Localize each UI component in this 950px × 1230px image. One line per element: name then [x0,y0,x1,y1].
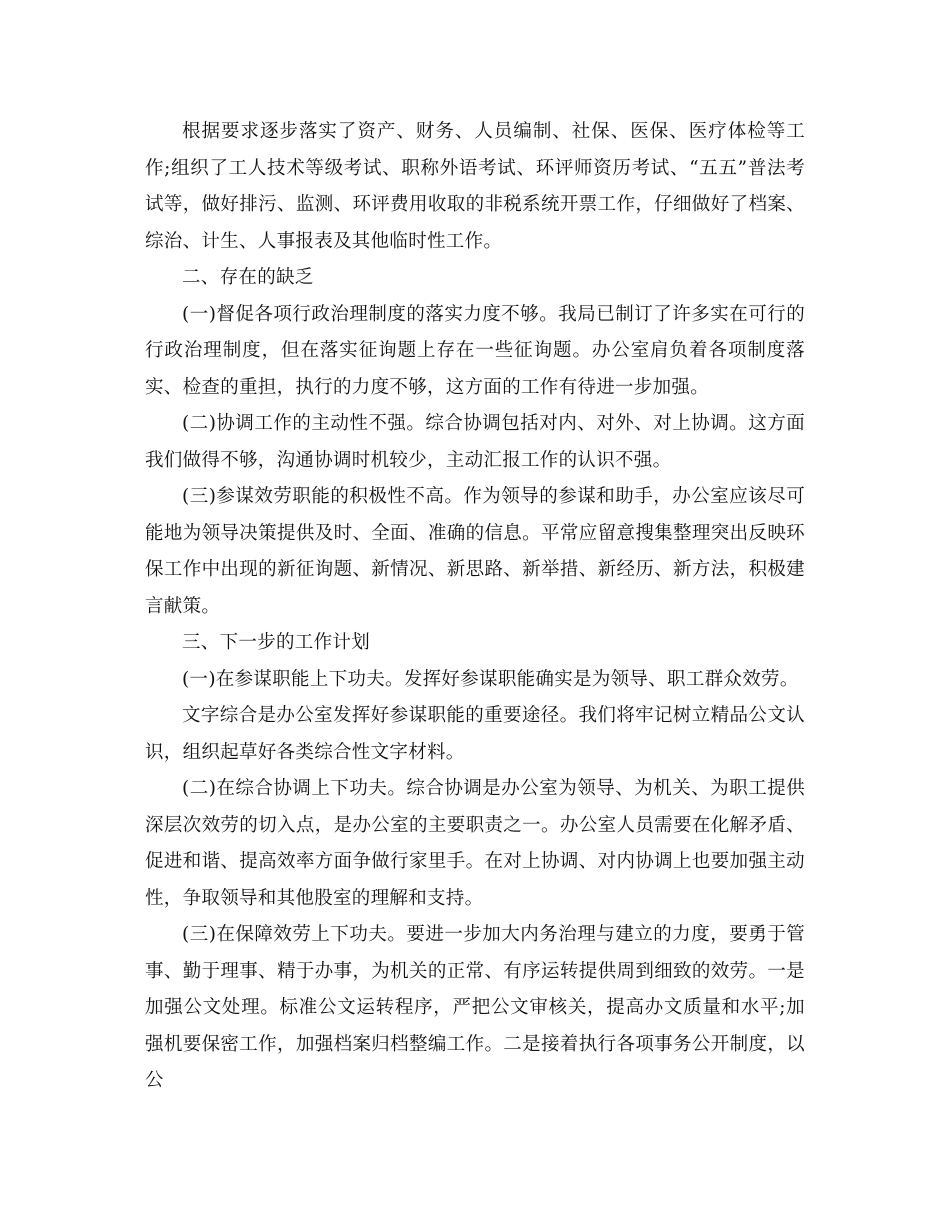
paragraph-plan-3: (三)在保障效劳上下功夫。要进一步加大内务治理与建立的力度，要勇于管事、勤于理事、精于办事，为机关的正常、有序运转提供周到细致的效劳。一是加强公文处理。标准公文运转程序，严把公文审核关，提高办文质量和水平;加强机要保密工作，加强档案归档整编工作。二是接着执行各项事务公开制度，以公 [145,924,805,1091]
paragraph-plan-2: (二)在综合协调上下功夫。综合协调是办公室为领导、为机关、为职工提供深层次效劳的切入点，是办公室的主要职责之一。办公室人员需要在化解矛盾、促进和谐、提高效率方面争做行家里手。在对上协调、对内协调上也要加强主动性，争取领导和其他股室的理解和支持。 [145,778,805,909]
heading-shortcomings: 二、存在的缺乏 [182,267,314,288]
document-body [145,114,805,1100]
paragraph-shortcoming-2: (二)协调工作的主动性不强。综合协调包括对内、对外、对上协调。这方面我们做得不够，沟通协调时机较少，主动汇报工作的认识不强。 [145,413,805,471]
paragraph-work-summary: 根据要求逐步落实了资产、财务、人员编制、社保、医保、医疗体检等工作;组织了工人技术等级考试、职称外语考试、环评师资历考试、“五五”普法考试等，做好排污、监测、环评费用收取的非税系统开票工作，仔细做好了档案、综治、计生、人事报表及其他临时性工作。 [145,121,805,252]
paragraph-shortcoming-1: (一)督促各项行政治理制度的落实力度不够。我局已制订了许多实在可行的行政治理制度，但在落实征询题上存在一些征询题。办公室肩负着各项制度落实、检查的重担，执行的力度不够，这方面的工作有待进一步加强。 [145,303,805,398]
paragraph-plan-1: (一)在参谋职能上下功夫。发挥好参谋职能确实是为领导、职工群众效劳。 [182,668,799,690]
heading-next-plan: 三、下一步的工作计划 [182,632,371,653]
paragraph-shortcoming-3: (三)参谋效劳职能的积极性不高。作为领导的参谋和助手，办公室应该尽可能地为领导决策提供及时、全面、准确的信息。平常应留意搜集整理突出反映环保工作中出现的新征询题、新情况、新思路、新举措、新经历、新方法，积极建言献策。 [145,486,805,617]
paragraph-plan-1-detail: 文字综合是办公室发挥好参谋职能的重要途径。我们将牢记树立精品公文认识，组织起草好各类综合性文字材料。 [145,705,805,763]
